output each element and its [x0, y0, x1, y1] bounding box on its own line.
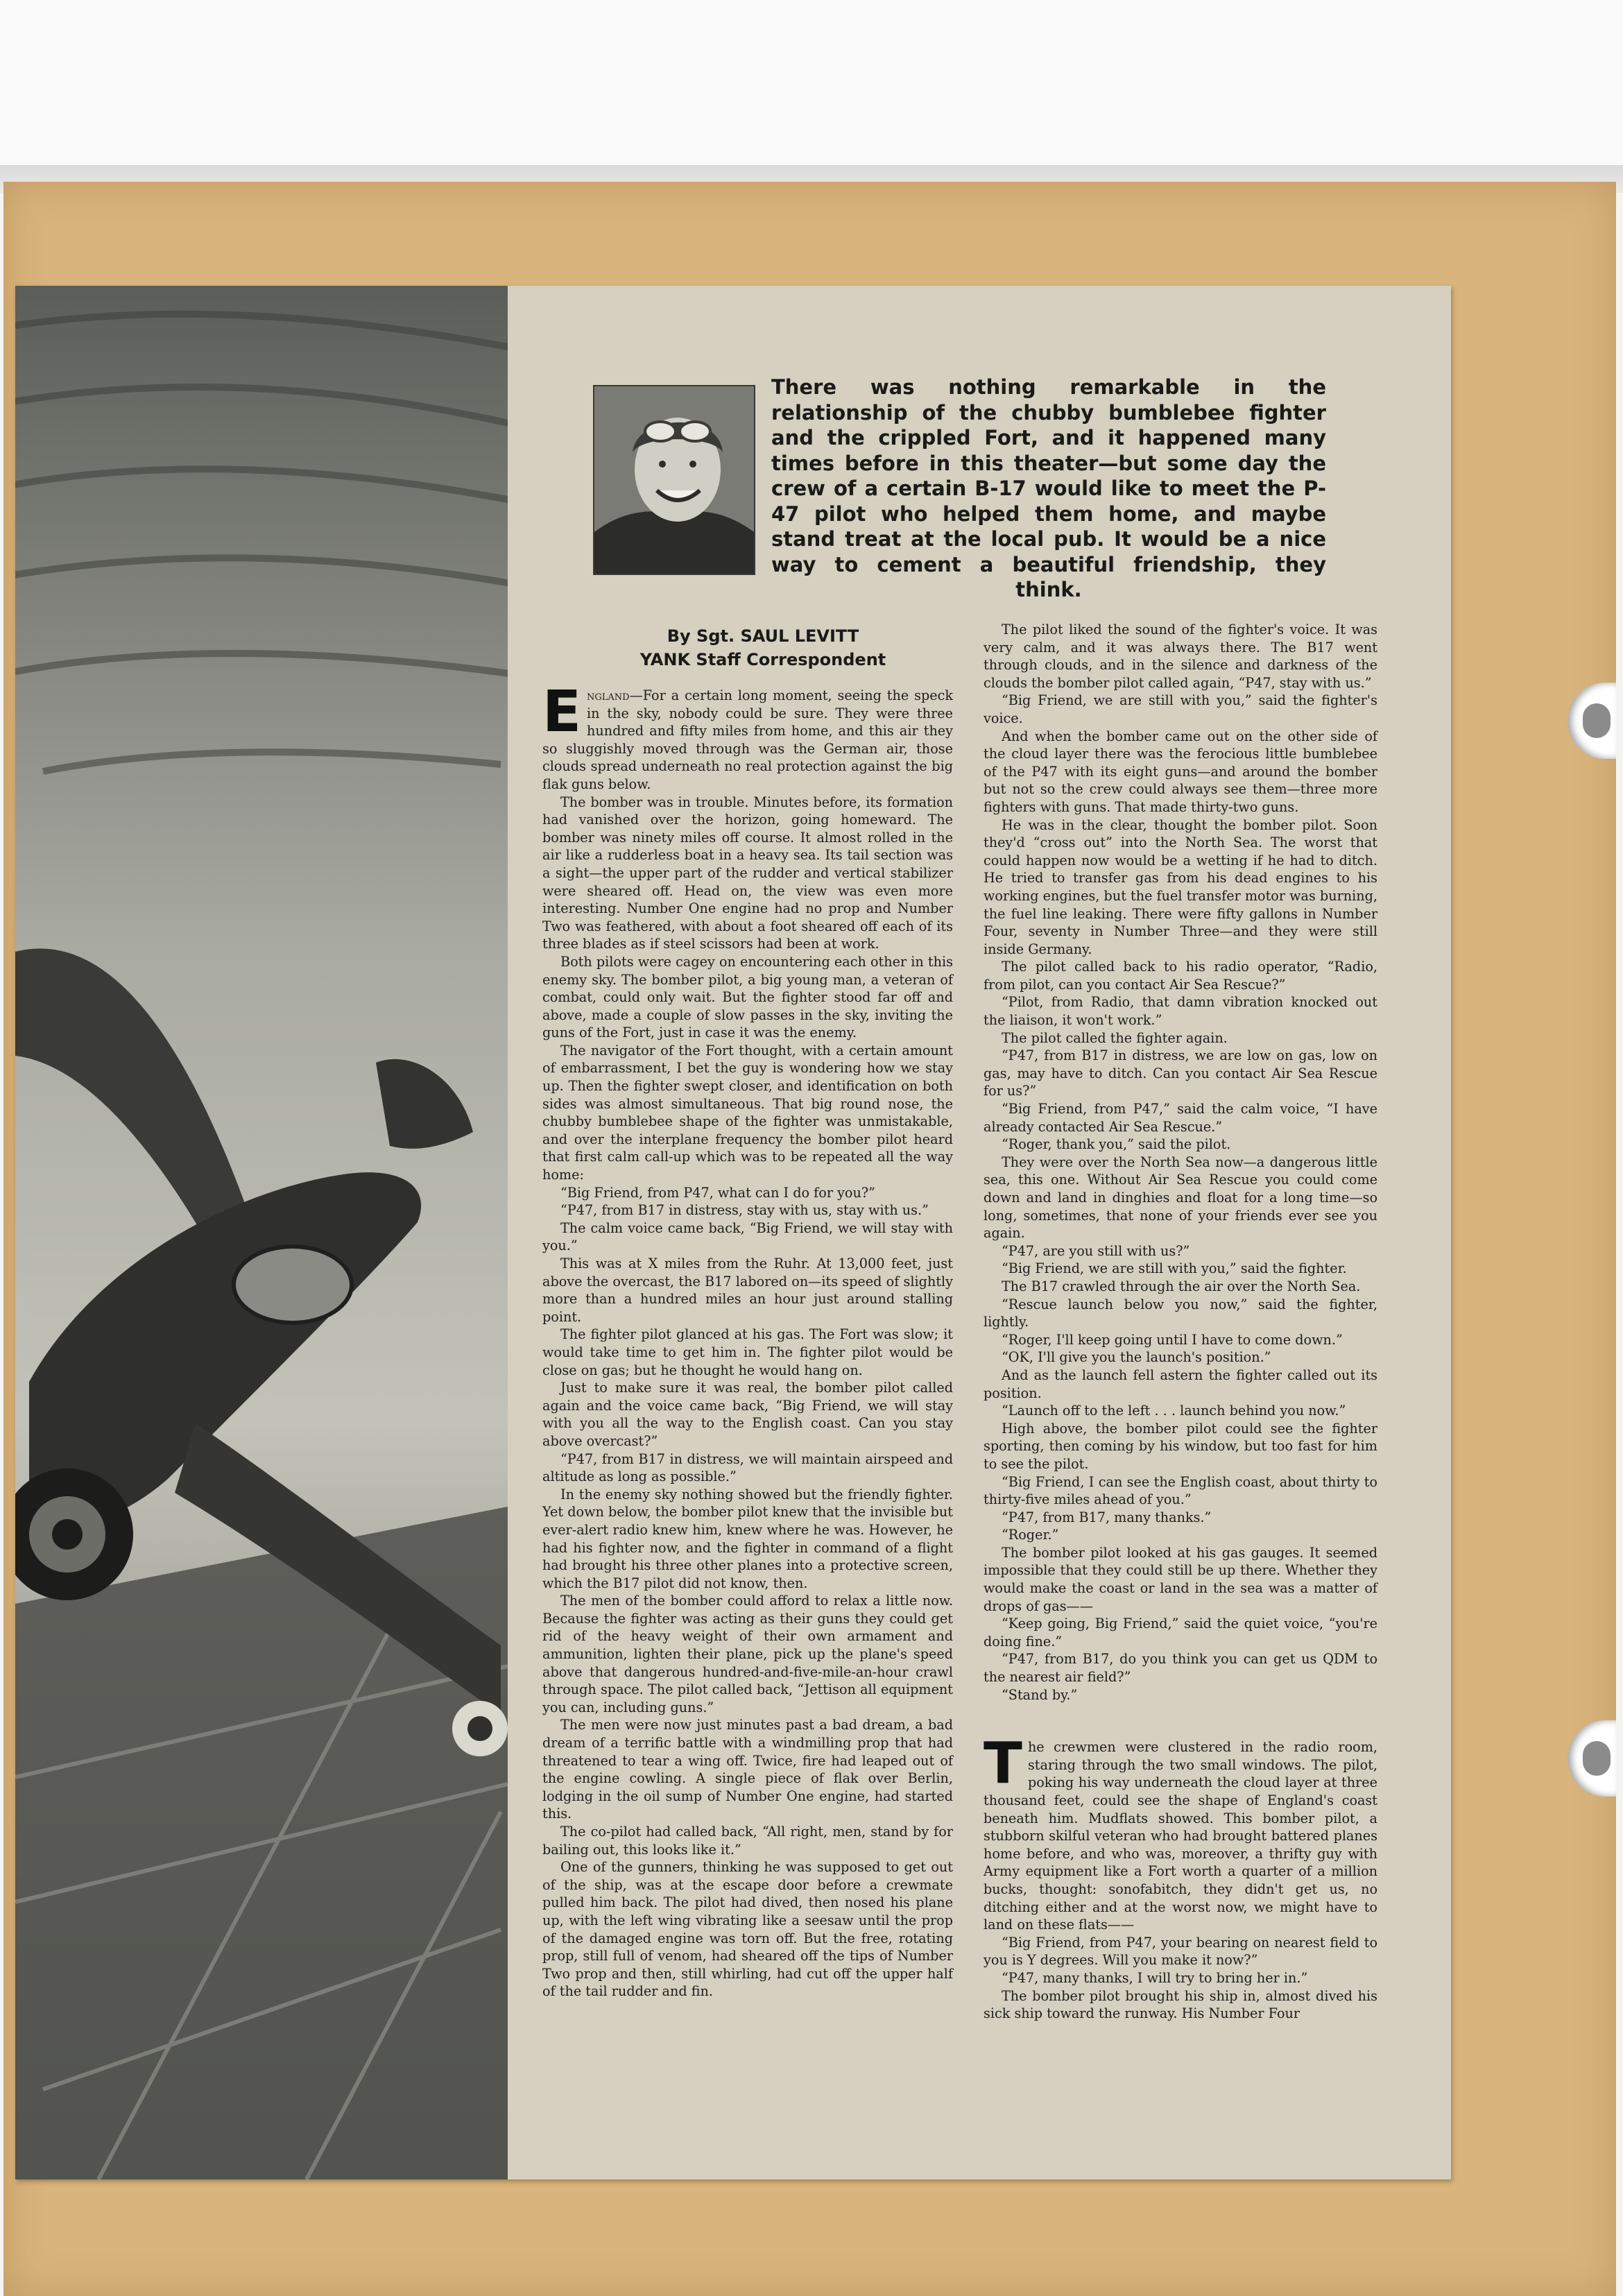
article-paragraph: The pilot liked the sound of the fighter's voice. It was very calm, and it was always there. The B17 went through clouds, and in the silence and darkness of the clouds the bomber pilot called again, “P47, stay with us.”	[984, 622, 1377, 691]
article-paragraph: Both pilots were cagey on encountering each other in this enemy sky. The bomber pilot, a big young man, a veteran of combat, could only wait. But the fighter stood far off and above, made a couple of slow passes in the sky, inviting the guns of the Fort, just in case it was the enemy.	[542, 953, 953, 1041]
author-name: By Sgt. SAUL LEVITT	[667, 626, 859, 646]
article-paragraph: “OK, I'll give you the launch's position.”	[1002, 1349, 1271, 1366]
article-paragraph: The men of the bomber could afford to relax a little now. Because the fighter was acting as their guns they could get rid of the heavy weight of their own armament and ammunition, lighten their plane, pick up the plane's speed above that dangerous hundred-and-five-mile-an-hour crawl through space. The pilot called back, “Jettison all equipment you can, including guns.”	[542, 1593, 953, 1715]
article-paragraph: Just to make sure it was real, the bomber pilot called again and the voice came back, “Big Friend, we will stay with you all the way to the English coast. Can you stay above overcast?”	[542, 1380, 953, 1449]
article-paragraph: “Roger, I'll keep going until I have to come down.”	[1002, 1331, 1343, 1348]
article-paragraph: The calm voice came back, “Big Friend, we will stay with you.”	[542, 1219, 953, 1254]
right-column-body	[984, 621, 1377, 1704]
byline	[555, 624, 971, 671]
article-paragraph: “Big Friend, from P47, what can I do for you?”	[560, 1184, 875, 1201]
left-column-body	[542, 794, 953, 2001]
opening-paragraph	[542, 679, 953, 794]
article-paragraph: “Launch off to the left . . . launch behind you now.”	[1002, 1403, 1346, 1419]
article-paragraph: And when the bomber came out on the other side of the cloud layer there was the ferocious little bumblebee of the P47 with its eight guns—and around the bomber but not so the crew could always see them—three more fighters with guns. That made thirty-two guns.	[984, 728, 1377, 815]
article-paragraph: High above, the bomber pilot could see the fighter sporting, then coming by his window, but too fast for him to see the pilot.	[984, 1420, 1377, 1472]
scan-margin	[0, 0, 1623, 170]
article-paragraph: “Big Friend, we are still with you,” said the fighter.	[1002, 1260, 1347, 1277]
article-paragraph: “Big Friend, from P47, your bearing on nearest field to you is Y degrees. Will you make it now?”	[984, 1934, 1377, 1969]
article-paragraph: “P47, many thanks, I will try to bring her in.”	[1002, 1969, 1308, 1986]
drop-cap: E	[542, 679, 582, 745]
article-column-right	[984, 621, 1377, 2023]
article-paragraph: They were over the North Sea now—a dangerous little sea, this one. Without Air Sea Rescue you could come down and land in dinghies and float for a long time—so long, sometimes, that none of your friends ever see you again.	[984, 1154, 1377, 1242]
binder-hole-top	[1568, 683, 1616, 759]
author-role: YANK Staff Correspondent	[639, 650, 886, 669]
section-text: he crewmen were clustered in the radio room, staring through the two small windows. The pilot, poking his way underneath the cloud layer at three thousand feet, could see the shape of England's coast beneath him. Mudflats showed. This bomber pilot, a stubborn skilful veteran who had brought battered planes home before, and who was, moreover, a thrifty guy with Army equipment like a Fort worth a quarter of a million bucks, thought: sonofabitch, they didn't get us, no ditching either and at the worst now, we might have to land on these flats——	[984, 1739, 1377, 1933]
article-paragraph: “Keep going, Big Friend,” said the quiet voice, “you're doing fine.”	[984, 1616, 1377, 1650]
article-paragraph: The co-pilot had called back, “All right, men, stand by for bailing out, this looks like it.”	[542, 1824, 953, 1858]
article-paragraph: “Big Friend, from P47,” said the calm voice, “I have already contacted Air Sea Rescue.”	[984, 1101, 1377, 1135]
author-photo	[593, 385, 755, 575]
article-paragraph: And as the launch fell astern the fighter called out its position.	[984, 1367, 1377, 1401]
article-paragraph: One of the gunners, thinking he was supposed to get out of the ship, was at the escape door before a crewmate pulled him back. The pilot had dived, then nosed his plane up, with the left wing vibrating like a seesaw until the prop of the damaged engine was torn off. But the free, rotating prop, still full of venom, had sheared off the tips of Number Two prop and then, still whirling, had cut off the upper half of the tail rudder and fin.	[542, 1859, 953, 2000]
article-paragraph: The bomber was in trouble. Minutes before, its formation had vanished over the horizon, going homeward. The bomber was ninety miles off course. It almost rolled in the air like a rudderless boat in a heavy sea. Its tail section was a sight—the upper part of the rudder and vertical stabilizer were sheared off. Head on, the view was even more interesting. Number One engine had no prop and Number Two was feathered, with about a foot sheared off each of its three blades as if steel scissors had been at work.	[542, 794, 953, 952]
article-paragraph: “Big Friend, we are still with you,” said the fighter's voice.	[984, 692, 1377, 726]
article-paragraph: “Stand by.”	[1002, 1686, 1078, 1703]
p47-illustration	[15, 286, 508, 2179]
article-paragraph: This was at X miles from the Ruhr. At 13,000 feet, just above the overcast, the B17 labored on—its speed of slightly more than a hundred miles an hour just around stalling point.	[542, 1256, 953, 1325]
opening-text: —For a certain long moment, seeing the speck in the sky, nobody could be sure. They were three hundred and fifty miles from home, and this air they so sluggishly moved through was the German air, those clouds spread underneath no real protection against the big flak guns below.	[542, 687, 953, 792]
article-column-left	[542, 679, 953, 2001]
article-paragraph: The pilot called back to his radio operator, “Radio, from pilot, can you contact Air Sea Rescue?”	[984, 959, 1377, 993]
article-paragraph: In the enemy sky nothing showed but the friendly fighter. Yet down below, the bomber pilot knew that the invisible but ever-alert radio knew him, knew where he was. However, he had his fighter now, and the fighter in command of a flight had brought his three other planes into a protective screen, which the B17 pilot did not know, then.	[542, 1486, 953, 1591]
article-paragraph: The fighter pilot glanced at his gas. The Fort was slow; it would take time to get him in. The fighter pilot would be close on gas; but he thought he would hang on.	[542, 1326, 953, 1378]
article-paragraph: The men were now just minutes past a bad dream, a bad dream of a terrific battle with a windmilling prop that had threatened to tear a wing off. Twice, fire had leaped out of the engine cowling. A single piece of flak over Berlin, lodging in the oil sump of Number One engine, had started this.	[542, 1717, 953, 1822]
article-paragraph: The B17 crawled through the air over the North Sea.	[1002, 1278, 1361, 1294]
article-paragraph: “P47, from B17, many thanks.”	[1002, 1509, 1212, 1525]
binder-hole-bottom	[1568, 1720, 1616, 1797]
article-paragraph: “P47, are you still with us?”	[1002, 1242, 1190, 1259]
right-column-body-end	[984, 1934, 1377, 2023]
lead-word: ngland	[587, 687, 630, 703]
article-paragraph: The bomber pilot looked at his gas gauges. It seemed impossible that they could still be up there. Whether they would make the coast or land in the sea was a matter of drops of gas——	[984, 1544, 1377, 1614]
article-paragraph: “P47, from B17 in distress, stay with us, stay with us.”	[560, 1202, 929, 1219]
article-paragraph: The navigator of the Fort thought, with a certain amount of embarrassment, I bet the guy is wondering how we stay up. Then the fighter swept closer, and identification on both sides was almost simultaneous. That big round nose, the chubby bumblebee shape of the fighter was unmistakable, and over the interplane frequency the bomber pilot heard that first calm call-up which was to be repeated all the way home:	[542, 1042, 953, 1183]
article-paragraph: The bomber pilot brought his ship in, almost dived his sick ship toward the runway. His Number Four	[984, 1987, 1377, 2022]
article-paragraph: “Roger, thank you,” said the pilot.	[1002, 1136, 1231, 1153]
drop-cap-2: T	[984, 1731, 1022, 1797]
article-intro: There was nothing remarkable in the relationship of the chubby bumblebee fighter and the crippled Fort, and it happened many times before in this theater—but some day the crew of a certain B-17 would like to meet the P-47 pilot who helped them home, and maybe stand treat at the local pub. It would be a nice way to cement a beautiful friendship, they think.	[771, 375, 1326, 601]
section-paragraph	[984, 1731, 1377, 1934]
article-paragraph: “P47, from B17, do you think you can get us QDM to the nearest air field?”	[984, 1651, 1377, 1686]
article-paragraph: “Roger.”	[1002, 1527, 1059, 1543]
article-paragraph: The pilot called the fighter again.	[1002, 1029, 1228, 1046]
article-paragraph: “Pilot, from Radio, that damn vibration knocked out the liaison, it won't work.”	[984, 994, 1377, 1029]
article-paragraph: He was in the clear, thought the bomber pilot. Soon they'd “cross out” into the North Sea. The worst that could happen now would be a wetting if he had to ditch. He tried to transfer gas from his dead engines to his working engines, but the fuel transfer motor was burning, the fuel line leaking. There were fifty gallons in Number Four, seventy in Number Three—and they were still inside Germany.	[984, 816, 1377, 957]
article-paragraph: “Rescue launch below you now,” said the fighter, lightly.	[984, 1296, 1377, 1330]
article-paragraph: “P47, from B17 in distress, we are low on gas, low on gas, may have to ditch. Can you contact Air Sea Rescue for us?”	[984, 1047, 1377, 1099]
article-paragraph: “Big Friend, I can see the English coast, about thirty to thirty-five miles ahead of you.”	[984, 1473, 1377, 1508]
article-paragraph: “P47, from B17 in distress, we will maintain airspeed and altitude as long as possible.”	[542, 1450, 953, 1485]
